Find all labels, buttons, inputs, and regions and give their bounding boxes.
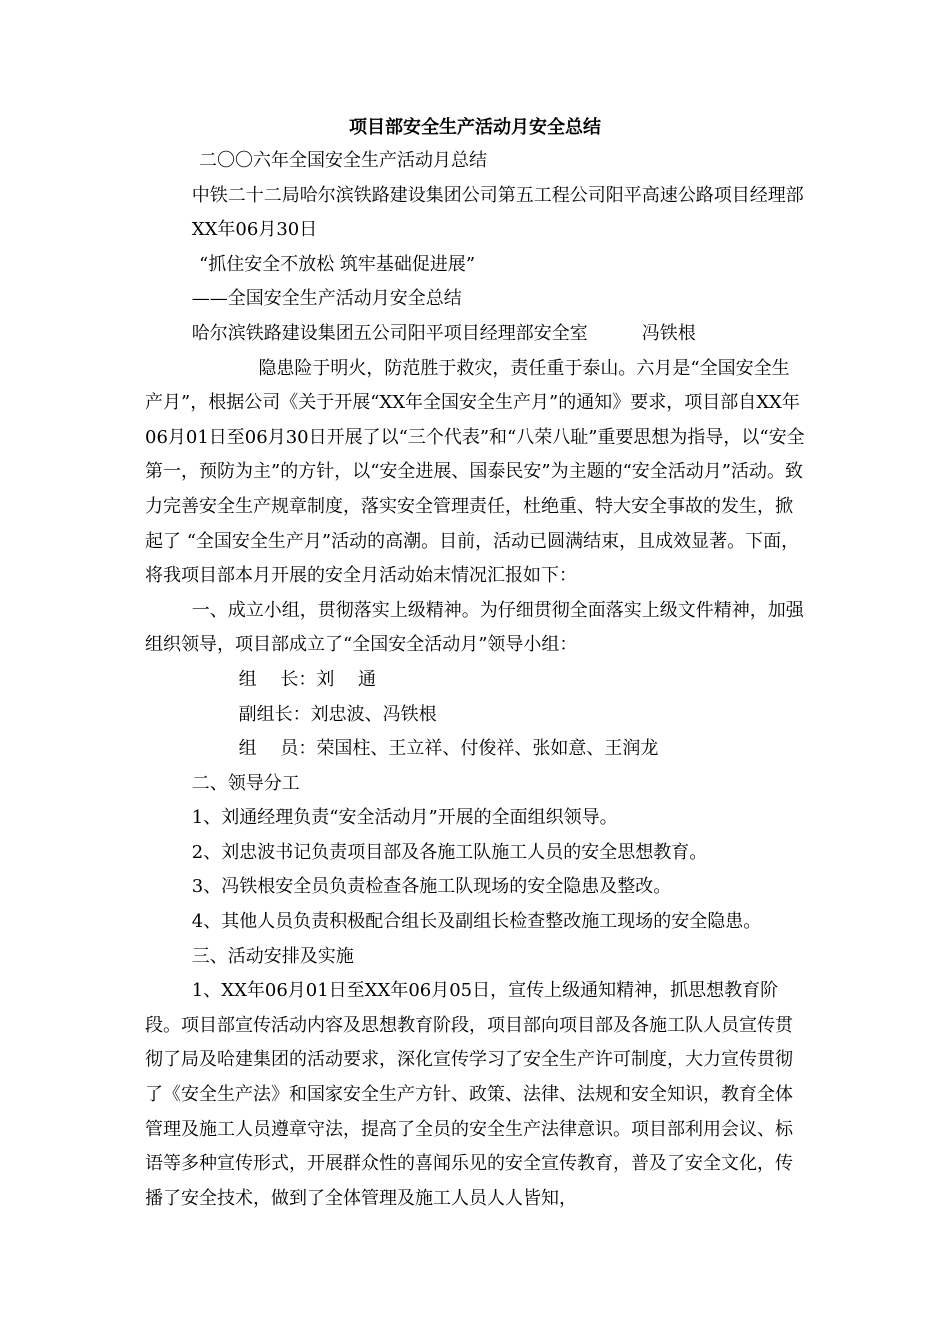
section-3-heading: 三、活动安排及实施 — [191, 945, 354, 967]
duty-item: 4、其他人员负责积极配合组长及副组长检查整改施工现场的安全隐患。 — [191, 911, 762, 933]
report-date: XX年06月30日 — [191, 219, 318, 241]
duty-item: 1、刘通经理负责“安全活动月”开展的全面组织领导。 — [191, 807, 618, 829]
duty-item: 2、刘忠波书记负责项目部及各施工队施工人员的安全思想教育。 — [191, 841, 708, 863]
member-row — [145, 732, 807, 767]
author-org: 哈尔滨铁路建设集团五公司阳平项目经理部安全室 — [191, 322, 588, 344]
deputy-row — [145, 698, 807, 733]
step-1-paragraph: 1、XX年06月01日至XX年06月05日，宣传上级通知精神，抓思想教育阶段。项目部宣传活动内容及思想教育阶段，项目部向项目部及各施工队人员宣传贯彻了局及哈建集团的活动要求，深化宣传学习了安全生产许可制度，大力宣传贯彻了《安全生产法》和国家安全生产方针、政策、法律、法规和安全知识，教育全体管理及施工人员遵章守法，提高了全员的安全生产法律意识。项目部利用会议、标语等多种宣传形式，开展群众性的喜闻乐见的安全宣传教育，普及了安全文化，传播了安全技术，做到了全体管理及施工人员人人皆知， — [145, 980, 793, 1209]
leader-label: 组 长： — [238, 668, 317, 690]
leader-name: 刘 通 — [316, 668, 377, 690]
document-body — [145, 144, 807, 1216]
subheading: ——全国安全生产活动月安全总结 — [191, 288, 462, 310]
slogan: “抓住安全不放松 筑牢基础促进展” — [199, 253, 476, 275]
section-1-paragraph: 一、成立小组，贯彻落实上级精神。为仔细贯彻全面落实上级文件精神，加强组织领导，项目部成立了“全国安全活动月”领导小组： — [145, 599, 804, 656]
subtitle: 二〇〇六年全国安全生产活动月总结 — [199, 150, 487, 171]
duty-item: 3、冯铁根安全员负责检查各施工队现场的安全隐患及整改。 — [191, 876, 672, 898]
leader-row — [145, 663, 807, 698]
member-label: 组 员： — [238, 738, 317, 760]
author-name: 冯铁根 — [641, 322, 696, 344]
organization: 中铁二十二局哈尔滨铁路建设集团公司第五工程公司阳平高速公路项目经理部 — [191, 184, 804, 206]
intro-paragraph: 隐患险于明火，防范胜于救灾，责任重于泰山。六月是“全国安全生产月”，根据公司《关于开展“XX年全国安全生产月”的通知》要求，项目部自XX年06月01日至06月30日开展了以“三个代表”和“八荣八耻”重要思想为指导，以“安全第一，预防为主”的方针，以“安全进展、国泰民安”为主题的“安全活动月”活动。致力完善安全生产规章制度，落实安全管理责任，杜绝重、特大安全事故的发生，掀起了 “全国安全生产月”活动的高潮。目前，活动已圆满结束，且成效显著。下面，将我项目部本月开展的安全月活动始末情况汇报如下： — [145, 357, 805, 587]
deputy-label: 副组长： — [238, 703, 311, 725]
deputy-names: 刘忠波、冯铁根 — [310, 703, 437, 725]
member-names: 荣国柱、王立祥、付俊祥、张如意、王润龙 — [316, 738, 659, 760]
document-title: 项目部安全生产活动月安全总结 — [349, 117, 601, 138]
section-2-heading: 二、领导分工 — [191, 772, 300, 794]
author-line — [145, 317, 807, 352]
